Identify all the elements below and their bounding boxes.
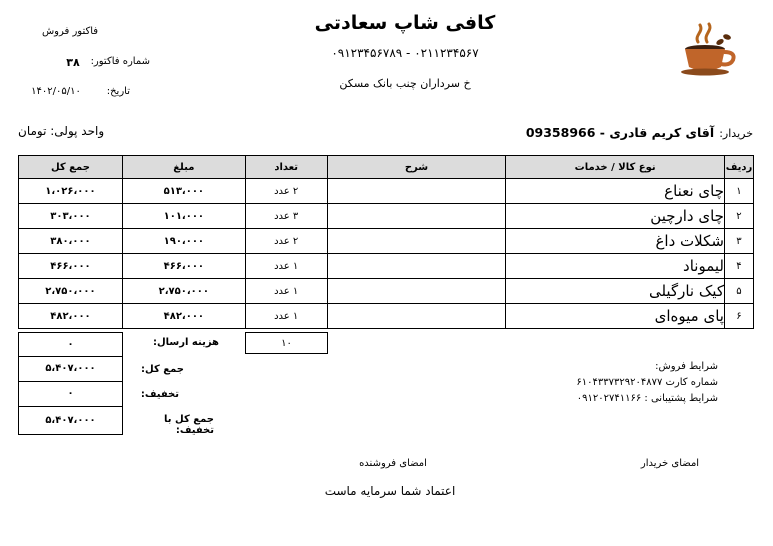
row-desc (327, 254, 506, 279)
header-item: نوع کالا / خدمات (506, 156, 725, 179)
coffee-cup-icon (680, 22, 738, 78)
date-label: تاریخ: (106, 86, 130, 97)
row-price: ۴۸۲،۰۰۰ (122, 304, 245, 329)
seller-signature-label: امضای فروشنده (359, 458, 427, 469)
shop-address: خ سرداران چنب بانک مسکن (339, 77, 471, 90)
row-desc (327, 229, 506, 254)
row-qty: ۳ عدد (245, 204, 327, 229)
table-row (19, 254, 754, 279)
header-row: ردیف (724, 156, 753, 179)
sum-value: ۵،۴۰۷،۰۰۰ (18, 357, 123, 382)
row-qty: ۱ عدد (245, 254, 327, 279)
row-price: ۲،۷۵۰،۰۰۰ (122, 279, 245, 304)
sum-label: جمع کل: (141, 364, 184, 375)
row-total: ۴۶۶،۰۰۰ (19, 254, 123, 279)
final-value: ۵،۴۰۷،۰۰۰ (18, 407, 123, 435)
table-row (19, 279, 754, 304)
discount-label: تخفیف: (140, 389, 179, 400)
shipping-value: ۰ (18, 332, 123, 357)
qty-total: ۱۰ (245, 332, 328, 354)
row-price: ۵۱۳،۰۰۰ (122, 179, 245, 204)
row-item: شکلات داغ (506, 229, 725, 254)
buyer-name: آقای کریم قادری - 09358966 (525, 125, 715, 140)
row-price: ۴۶۶،۰۰۰ (122, 254, 245, 279)
invoice-number: ۳۸ (66, 56, 80, 69)
row-desc (327, 304, 506, 329)
header-desc: شرح (327, 156, 506, 179)
header-total: جمع کل (19, 156, 123, 179)
row-total: ۲،۷۵۰،۰۰۰ (19, 279, 123, 304)
terms-title: شرایط فروش: (655, 361, 718, 372)
header-price: مبلغ (122, 156, 245, 179)
row-item: کیک نارگیلی (506, 279, 725, 304)
invoice-number-label: شماره فاکتور: (90, 56, 150, 67)
discount-value: ۰ (18, 382, 123, 407)
row-item: پای میوه‌ای (506, 304, 725, 329)
row-desc (327, 204, 506, 229)
table-row (19, 229, 754, 254)
buyer-signature-label: امضای خریدار (640, 458, 700, 469)
final-label: جمع کل با تخفیف: (164, 414, 214, 436)
invoice-type: فاکتور فروش (41, 26, 99, 37)
row-desc (327, 279, 506, 304)
table-row (19, 179, 754, 204)
row-qty: ۱ عدد (245, 304, 327, 329)
row-total: ۴۸۲،۰۰۰ (19, 304, 123, 329)
row-index: ۱ (724, 179, 753, 204)
row-index: ۴ (724, 254, 753, 279)
buyer-label: خریدار: (719, 127, 753, 140)
shop-name: کافی شاپ سعادتی (314, 12, 496, 34)
shop-phones: ۰۲۱۱۲۳۴۵۶۷ - ۰۹۱۲۳۴۵۶۷۸۹ (331, 46, 479, 60)
row-desc (327, 179, 506, 204)
shipping-label: هزینه ارسال: (153, 337, 219, 348)
header-qty: تعداد (245, 156, 327, 179)
row-item: چای نعناع (506, 179, 725, 204)
row-index: ۲ (724, 204, 753, 229)
row-total: ۳۸۰،۰۰۰ (19, 229, 123, 254)
row-index: ۳ (724, 229, 753, 254)
row-qty: ۲ عدد (245, 179, 327, 204)
row-price: ۱۹۰،۰۰۰ (122, 229, 245, 254)
thanks-message: اعتماد شما سرمایه ماست (324, 484, 456, 498)
items-table (18, 155, 754, 329)
table-row (19, 204, 754, 229)
table-header-row (19, 156, 754, 179)
row-item: چای دارچین (506, 204, 725, 229)
terms-card: شماره کارت ۶۱۰۴۳۳۷۳۲۹۲۰۴۸۷۷ (576, 377, 718, 388)
invoice-date: ۱۴۰۲/۰۵/۱۰ (31, 86, 81, 97)
row-qty: ۲ عدد (245, 229, 327, 254)
row-index: ۶ (724, 304, 753, 329)
buyer-line (333, 122, 753, 141)
row-total: ۱،۰۲۶،۰۰۰ (19, 179, 123, 204)
row-qty: ۱ عدد (245, 279, 327, 304)
row-item: لیموناد (506, 254, 725, 279)
terms-support: شرایط پشتیبانی : ۰۹۱۲۰۲۷۴۱۱۶۶ (576, 393, 718, 404)
row-index: ۵ (724, 279, 753, 304)
table-row (19, 304, 754, 329)
row-price: ۱۰۱،۰۰۰ (122, 204, 245, 229)
row-total: ۳۰۳،۰۰۰ (19, 204, 123, 229)
currency-unit: واحد پولی: تومان (18, 124, 105, 138)
